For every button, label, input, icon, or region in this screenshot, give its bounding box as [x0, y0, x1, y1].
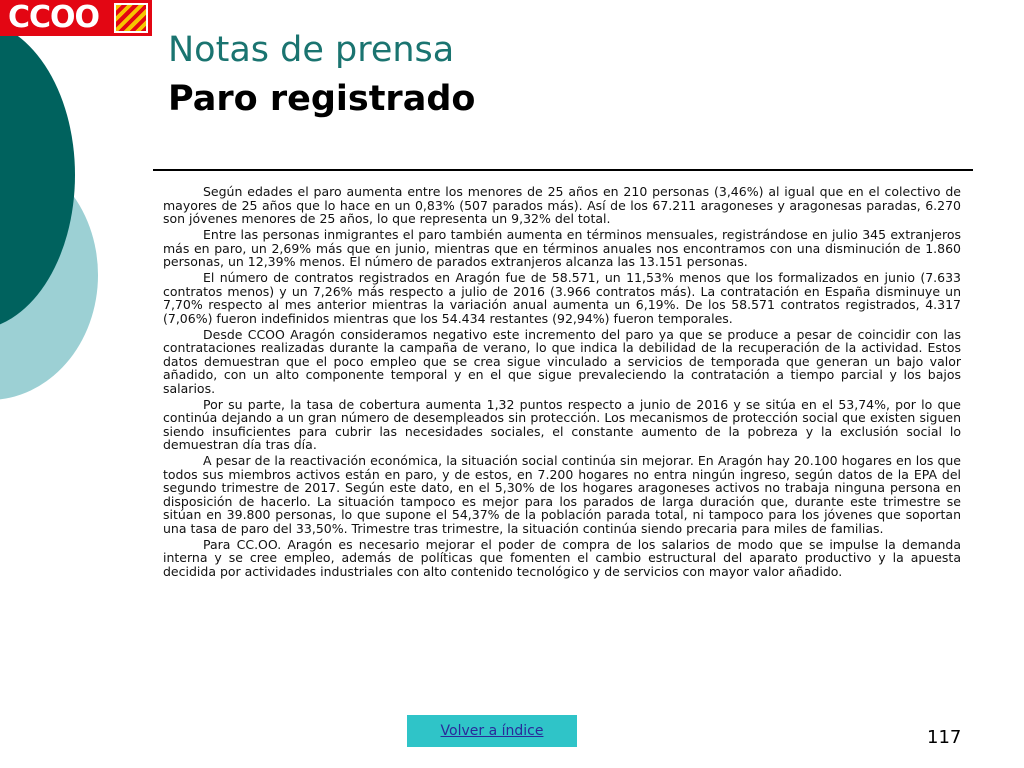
paragraph: Por su parte, la tasa de cobertura aumenta 1,32 puntos respecto a junio de 2016 y se sitúa en el 53,74%, por lo que continúa dejando a un gran número de desempleados sin protección. Los mecanismos de protección social que existen siguen siendo insuficientes para cubrir las necesidades sociales, el constante aumento de la pobreza y la exclusión social lo demuestran día tras día.	[163, 396, 961, 452]
paragraph: El número de contratos registrados en Aragón fue de 58.571, un 11,53% menos que los formalizados en junio (7.633 contratos menos) y un 7,26% más respecto a julio de 2016 (3.966 contratos más). La contratación en España disminuye un 7,70% respecto al mes anterior mientras la variación anual aumenta un 6,19%. De los 58.571 contratos registrados, 4.317 (7,06%) fueron indefinidos mientras que los 54.434 restantes (92,94%) fueron temporales.	[163, 270, 961, 326]
ccoo-logo	[0, 0, 152, 36]
paragraph: A pesar de la reactivación económica, la situación social continúa sin mejorar. En Aragón hay 20.100 hogares en los que todos sus miembros activos están en paro, y de estos, en 7.200 hogares no entra ningún ingreso, según datos de la EPA del segundo trimestre de 2017. Según este dato, en el 5,30% de los hogares aragoneses activos no trabaja ninguna persona en disposición de hacerlo. La situación tampoco es mejor para los parados de larga duración que, durante este trimestre se sitúan en 39.800 personas, lo que supone el 54,37% de la población parada total, ni tampoco para los jóvenes que soportan una tasa de paro del 33,50%. Trimestre tras trimestre, la situación continúa siendo precaria para miles de familias.	[163, 453, 961, 536]
article-body	[163, 185, 961, 581]
paragraph: Para CC.OO. Aragón es necesario mejorar el poder de compra de los salarios de modo que se impulse la demanda interna y se cree empleo, además de políticas que fomenten el cambio estructural del aparato productivo y la apuesta decidida por actividades industriales con alto contenido tecnológico y de servicios con mayor valor añadido.	[163, 536, 961, 579]
paragraph: Según edades el paro aumenta entre los menores de 25 años en 210 personas (3,46%) al igual que en el colectivo de mayores de 25 años que lo hace en un 0,83% (507 parados más). Así de los 67.211 aragoneses y aragonesas paradas, 6.270 son jóvenes menores de 25 años, lo que representa un 9,32% del total.	[163, 184, 961, 226]
paragraph: Entre las personas inmigrantes el paro también aumenta en términos mensuales, registrándose en julio 345 extranjeros más en paro, un 2,69% más que en junio, mientras que en términos anuales nos encontramos con una disminución de 1.860 personas, un 12,39% menos. El número de parados extranjeros alcanza las 13.151 personas.	[163, 227, 961, 269]
back-to-index-button[interactable]	[407, 715, 577, 747]
page-number: 117	[927, 727, 962, 748]
page-subtitle: Paro registrado	[168, 79, 476, 119]
divider	[153, 169, 973, 171]
page-title: Notas de prensa	[168, 30, 455, 70]
logo-text: CCOO	[8, 0, 100, 35]
paragraph: Desde CCOO Aragón consideramos negativo este incremento del paro ya que se produce a pesar de coincidir con las contrataciones realizadas durante la campaña de verano, lo que indica la debilidad de la recuperación de la actividad. Estos datos demuestran que el poco empleo que se crea sigue vinculado a servicios de temporada que generan un bajo valor añadido, con un alto componente temporal y en el que sigue prevaleciendo la contratación a tiempo parcial y los bajos salarios.	[163, 326, 961, 396]
aragon-flag-icon	[114, 3, 148, 33]
back-to-index-link[interactable]: Volver a índice	[440, 723, 544, 739]
